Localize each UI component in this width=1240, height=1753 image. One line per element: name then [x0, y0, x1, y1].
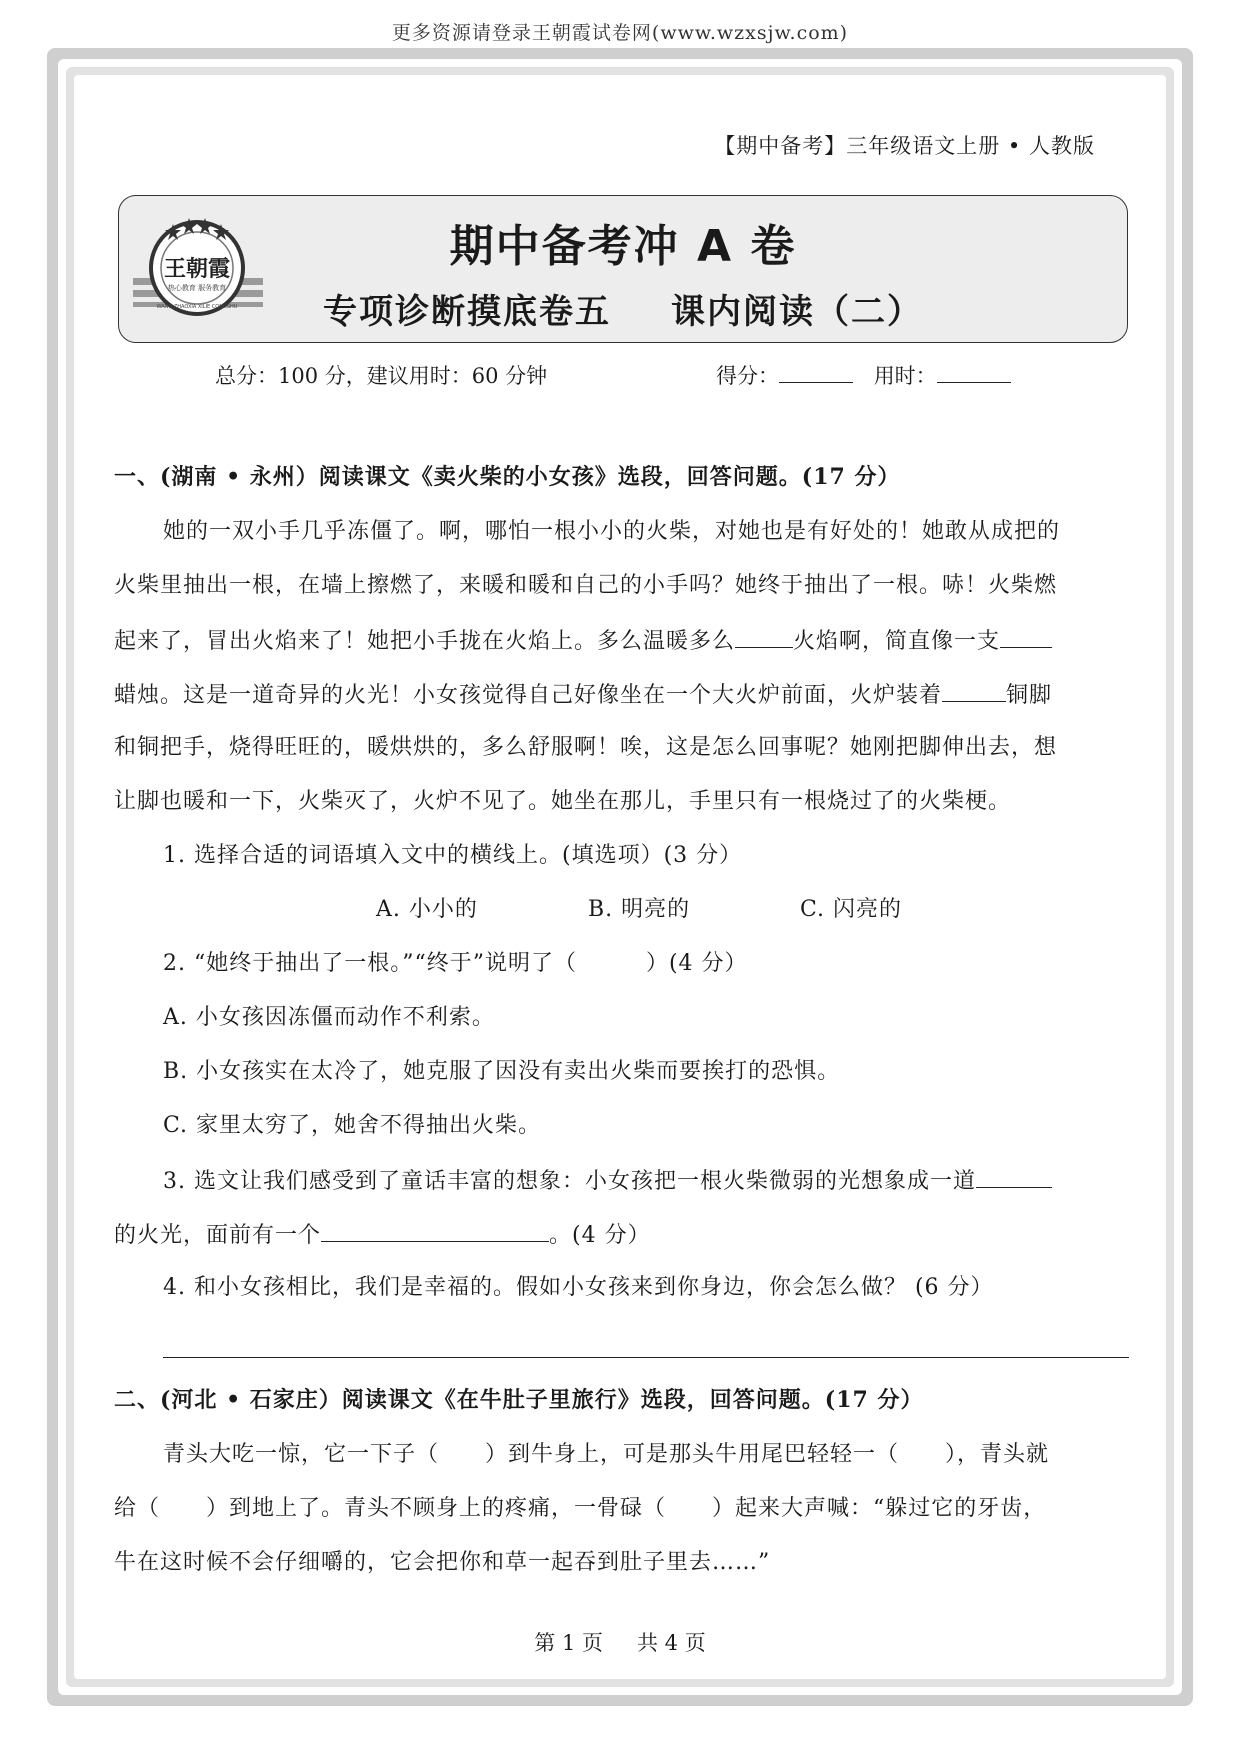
- logo-slogan: 热心教育 服务教育: [167, 284, 227, 292]
- site-banner: 更多资源请登录王朝霞试卷网(www.wzxsjw.com): [391, 22, 849, 44]
- answer-line-q4[interactable]: [163, 1357, 1129, 1358]
- subtitle-right: 课内阅读（二）: [671, 292, 923, 332]
- option-c: C. 闪亮的: [800, 897, 903, 922]
- fill-blank-q3-1[interactable]: [976, 1165, 1052, 1188]
- passage-1-text: 起来了，冒出火焰来了！她把小手拢在火焰上。多么温暖多么: [114, 629, 736, 654]
- page-footer: [0, 1627, 1240, 1657]
- passage-2-line: 牛在这时候不会仔细嚼的，它会把你和草一起吞到肚子里去……”: [114, 1550, 771, 1575]
- section-2-heading: 二、(河北 • 石家庄）阅读课文《在牛肚子里旅行》选段，回答问题。(17 分）: [114, 1387, 924, 1413]
- passage-1-line: 和铜把手，烧得旺旺的，暖烘烘的，多么舒服啊！唉，这是怎么回事呢？她刚把脚伸出去，想: [114, 735, 1058, 760]
- question-3-text: 3. 选文让我们感受到了童话丰富的想象：小女孩把一根火柴微弱的光想象成一道: [163, 1169, 976, 1194]
- passage-1-line: 火柴里抽出一根，在墙上擦燃了，来暖和暖和自己的小手吗？她终于抽出了一根。哧！火柴燃: [114, 573, 1058, 598]
- option-b: B. 明亮的: [588, 897, 691, 922]
- passage-1-line: 她的一双小手几乎冻僵了。啊，哪怕一根小小的火柴，对她也是有好处的！她敢从成把的: [163, 519, 1061, 544]
- question-3-line-2: [114, 1219, 1128, 1251]
- question-4: 4. 和小女孩相比，我们是幸福的。假如小女孩来到你身边，你会怎么做？ (6 分）: [163, 1275, 994, 1300]
- fill-blank-q3-2[interactable]: [321, 1219, 549, 1242]
- passage-2-line: 青头大吃一惊，它一下子（ ）到牛身上，可是那头牛用尾巴轻轻一（ ），青头就: [163, 1442, 1050, 1467]
- score-label: 得分：: [716, 364, 779, 388]
- subtitle-left: 专项诊断摸底卷五: [323, 292, 611, 332]
- title-box: [118, 195, 1128, 343]
- logo-text: 王朝霞: [163, 256, 231, 282]
- question-2-option-b: B. 小女孩实在太冷了，她克服了因没有卖出火柴而要挨打的恐惧。: [163, 1059, 841, 1084]
- exam-subtitle: [119, 284, 1127, 333]
- fill-blank-2[interactable]: [1000, 625, 1052, 648]
- time-blank[interactable]: [937, 360, 1011, 383]
- question-2-option-a: A. 小女孩因冻僵而动作不利索。: [163, 1005, 495, 1030]
- question-3-text: 的火光，面前有一个: [114, 1223, 322, 1248]
- question-1: 1. 选择合适的词语填入文中的横线上。(填选项）(3 分）: [163, 843, 743, 868]
- passage-1-text: 铜脚: [1006, 683, 1053, 708]
- exam-title: 期中备考冲 A 卷: [449, 221, 797, 272]
- question-2-option-c: C. 家里太穷了，她舍不得抽出火柴。: [163, 1113, 542, 1138]
- passage-1-line: 让脚也暖和一下，火柴灭了，火炉不见了。她坐在那儿，手里只有一根烧过了的火柴梗。: [114, 789, 1012, 814]
- question-3: [163, 1165, 1177, 1197]
- page-total: 共 4 页: [637, 1631, 706, 1655]
- section-1-heading: 一、(湖南 • 永州）阅读课文《卖火柴的小女孩》选段，回答问题。(17 分）: [114, 464, 901, 490]
- logo-arc-text: WANG ZHAOXIA XILIE CONGSHU: [156, 304, 238, 310]
- score-total: 总分：100 分，建议用时：60 分钟: [215, 364, 548, 388]
- option-a: A. 小小的: [376, 897, 478, 922]
- fill-blank-3[interactable]: [942, 679, 1006, 702]
- passage-1-text: 蜡烛。这是一道奇异的火光！小女孩觉得自己好像坐在一个大火炉前面，火炉装着: [114, 683, 943, 708]
- passage-1-text: 火焰啊，简直像一支: [793, 629, 1001, 654]
- passage-2-line: 给（ ）到地上了。青头不顾身上的疼痛，一骨碌（ ）起来大声喊：“躲过它的牙齿，: [114, 1496, 1047, 1521]
- passage-1-line: [114, 679, 1128, 711]
- question-2: 2. “她终于抽出了一根。”“终于”说明了（ ）(4 分）: [163, 951, 748, 976]
- edition-label: 【期中备考】三年级语文上册 • 人教版: [714, 134, 1095, 158]
- score-blank[interactable]: [779, 360, 853, 383]
- passage-1-line: [114, 625, 1128, 657]
- time-label: 用时：: [873, 364, 937, 388]
- page-number: 第 1 页: [534, 1631, 603, 1655]
- fill-blank-1[interactable]: [735, 625, 793, 648]
- score-field: [716, 360, 1011, 390]
- question-3-text: 。(4 分）: [549, 1223, 651, 1248]
